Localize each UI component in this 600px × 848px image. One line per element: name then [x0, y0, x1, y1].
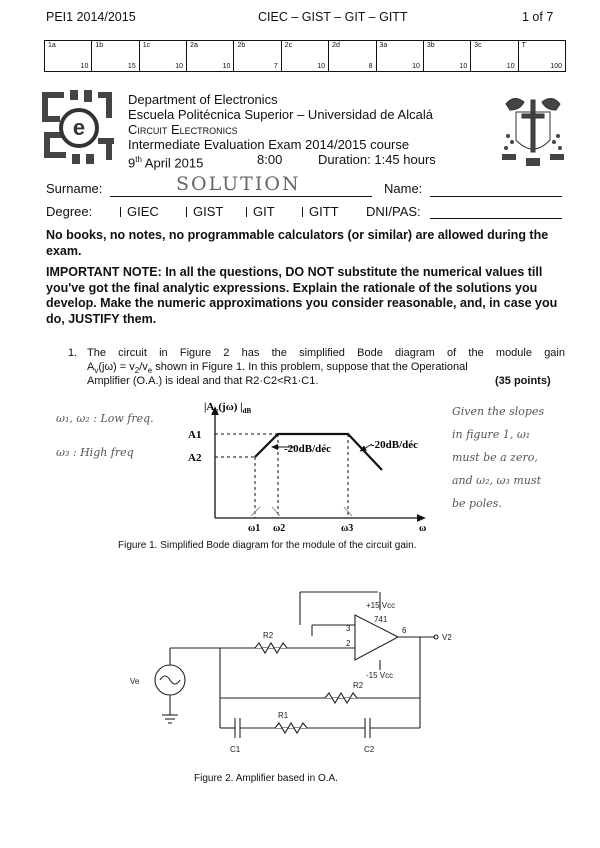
- department-name: Department of Electronics: [128, 92, 278, 107]
- grade-max: 10: [80, 63, 89, 70]
- question-line-1: The circuit in Figure 2 has the simplified Bode diagram of the module gain: [87, 347, 565, 359]
- dni-line[interactable]: [430, 218, 562, 219]
- checkbox-icon: [302, 207, 303, 217]
- surname-value[interactable]: SOLUTION: [176, 173, 301, 195]
- grade-max: 8: [368, 63, 373, 70]
- circuit-diagram: [130, 580, 480, 770]
- pin-6-label: 6: [402, 626, 407, 635]
- bode-slope-2: -20dB/déc: [371, 439, 419, 451]
- grade-table: [44, 40, 566, 72]
- grade-code: 1b: [95, 42, 104, 49]
- grade-cell-2a[interactable]: [187, 41, 234, 72]
- exam-duration: Duration: 1:45 hours: [318, 152, 436, 167]
- r2-feedback-label: R2: [353, 681, 364, 690]
- degree-option-giec[interactable]: GIEC: [120, 204, 159, 219]
- grade-max: 7: [273, 63, 278, 70]
- page-number: 1 of 7: [522, 10, 554, 24]
- exam-title: Intermediate Evaluation Exam 2014/2015 course: [128, 137, 410, 152]
- dni-label: DNI/PAS:: [366, 204, 421, 219]
- grade-max: 15: [127, 63, 136, 70]
- surname-line[interactable]: [110, 196, 372, 197]
- grade-code: 2b: [237, 42, 246, 49]
- r1-label: R1: [278, 711, 289, 720]
- degree-option-gitt[interactable]: GITT: [302, 204, 339, 219]
- grade-cell-1c[interactable]: [139, 41, 186, 72]
- annotation-left-1: ω₁, ω₂ : Low freq.: [56, 412, 154, 425]
- question-line-3: Amplifier (O.A.) is ideal and that R2·C2<R1·C1.: [87, 375, 319, 387]
- grade-cell-2b[interactable]: [234, 41, 281, 72]
- degree-label: Degree:: [46, 204, 93, 219]
- name-line[interactable]: [430, 196, 562, 197]
- grade-cell-3a[interactable]: [376, 41, 423, 72]
- c1-label: C1: [230, 745, 241, 754]
- bode-ylabel: $|A_v(j\omega)$ $|_{dB}$: [204, 401, 252, 415]
- question-number: 1.: [68, 347, 78, 359]
- checkbox-icon: [120, 207, 121, 217]
- checkbox-icon: [186, 207, 187, 217]
- important-note: IMPORTANT NOTE: In all the questions, DO NOT substitute the numerical values till you've got the final analytic expressions. Explain the rationale of the solutions you develop. Make the numeric approximations you consider reasonable, and, in case you do, JUSTIFY them.: [46, 265, 558, 326]
- grade-max: 10: [175, 63, 184, 70]
- school-name: Escuela Politécnica Superior – Universidad de Alcalá: [128, 107, 433, 122]
- c2-label: C2: [364, 745, 375, 754]
- grade-max: 10: [222, 63, 231, 70]
- question-line-2: $A_v(j\omega) = v_2/v_e$ shown in Figure 1. In this problem, suppose that the Operational: [87, 361, 468, 376]
- grade-max: 10: [412, 63, 420, 70]
- pin-3-label: 3: [346, 624, 351, 633]
- r2-top-label: R2: [263, 631, 274, 640]
- bode-w: ω: [419, 523, 427, 534]
- bode-w3: ω3: [341, 523, 354, 534]
- grade-code: T: [521, 42, 526, 49]
- question-points: (35 points): [495, 375, 551, 387]
- grade-max: 10: [459, 63, 468, 70]
- grade-cell-1b[interactable]: [92, 41, 139, 72]
- grade-cell-2c[interactable]: [281, 41, 328, 72]
- grade-row: [45, 41, 566, 72]
- header-left: PEI1 2014/2015: [46, 10, 136, 24]
- grade-code: 1a: [48, 42, 56, 49]
- bode-a1-label: A1: [188, 429, 202, 441]
- grade-code: 3b: [426, 42, 435, 49]
- checkbox-icon: [246, 207, 247, 217]
- annotation-right: Given the slopes in figure 1, ω₁ must be a zero, and ω₂, ω₃ must be poles.: [452, 405, 545, 510]
- grade-cell-1a[interactable]: [45, 41, 92, 72]
- annotation-left-2: ω₃ : High freq: [56, 446, 134, 459]
- grade-max: 10: [317, 63, 326, 70]
- ve-label: Ve: [130, 677, 140, 686]
- header-center: CIEC – GIST – GIT – GITT: [258, 10, 408, 24]
- figure-1-caption: Figure 1. Simplified Bode diagram for the module of the circuit gain.: [118, 540, 417, 551]
- grade-code: 2c: [284, 42, 293, 49]
- department-logo: [40, 88, 118, 168]
- exam-date: 9th April 2015: [128, 155, 204, 171]
- bode-a2-label: A2: [188, 452, 202, 464]
- name-label: Name:: [384, 181, 423, 196]
- grade-code: 1c: [142, 42, 151, 49]
- degree-option-git[interactable]: GIT: [246, 204, 275, 219]
- bode-diagram: [170, 392, 440, 534]
- opamp-model-label: 741: [374, 615, 388, 624]
- resistor-r1: [275, 723, 307, 733]
- svg-text:e: e: [72, 115, 86, 140]
- resistor-r2-feedback: [325, 693, 357, 703]
- grade-max: 100: [550, 63, 562, 70]
- bode-slope-1: -20dB/déc: [284, 443, 332, 455]
- grade-max: 10: [506, 63, 515, 70]
- vcc-negative-label: -15 Vcc: [366, 671, 394, 680]
- grade-code: 3c: [474, 42, 482, 49]
- vcc-positive-label: +15 Vcc: [366, 601, 396, 610]
- grade-code: 2a: [190, 42, 198, 49]
- no-books-note: No books, no notes, no programmable calculators (or similar) are allowed during the exam.: [46, 228, 549, 258]
- exam-time: 8:00: [257, 152, 283, 167]
- grade-code: 3a: [379, 42, 388, 49]
- grade-cell-3b[interactable]: [423, 41, 470, 72]
- university-crest: [496, 92, 570, 172]
- figure-2-caption: Figure 2. Amplifier based in O.A.: [194, 773, 338, 784]
- degree-option-gist[interactable]: GIST: [186, 204, 223, 219]
- grade-cell-3c[interactable]: [471, 41, 518, 72]
- surname-label: Surname:: [46, 181, 103, 196]
- v2-label: V2: [442, 633, 452, 642]
- bode-w1: ω1: [248, 523, 261, 534]
- pin-2-label: 2: [346, 639, 351, 648]
- resistor-r2-top: [255, 643, 287, 653]
- bode-w2: ω2: [273, 523, 286, 534]
- course-name: Circuit Electronics: [128, 122, 238, 137]
- grade-cell-t[interactable]: [518, 41, 565, 72]
- grade-code: 2d: [332, 42, 340, 49]
- grade-cell-2d[interactable]: [329, 41, 376, 72]
